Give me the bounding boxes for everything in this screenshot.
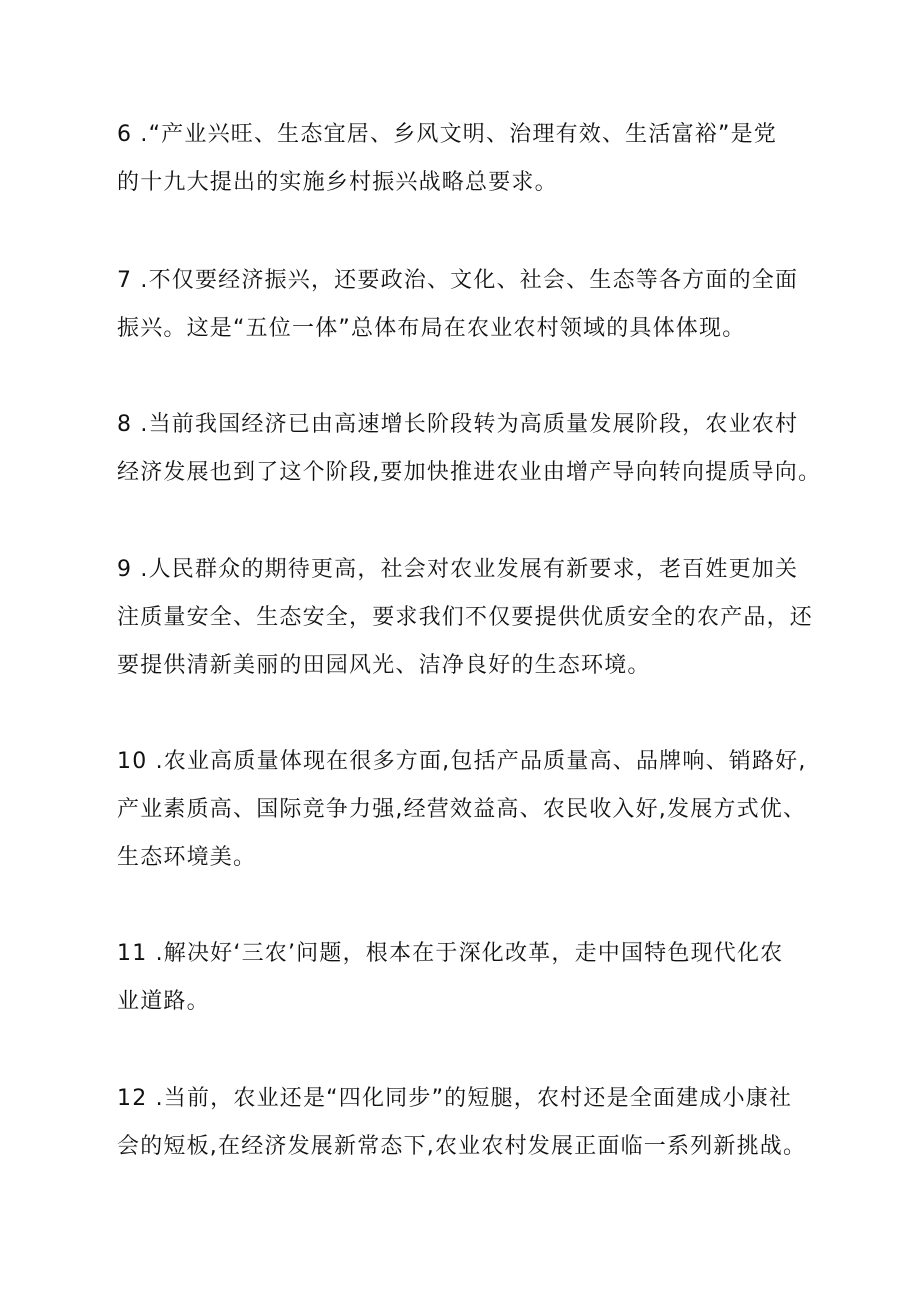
paragraph-6 <box>117 111 817 207</box>
paragraph-line: 12 .当前，农业还是“四化同步”的短腿，农村还是全面建成小康社 <box>117 1086 793 1111</box>
paragraph-line: 11 .解决好‘三农’问题，根本在于深化改革，走中国特色现代化农 <box>117 941 784 966</box>
paragraph-line: 会的短板,在经济发展新常态下,农业农村发展正面临一系列新挑战。 <box>117 1134 807 1159</box>
paragraph-line: 业道路。 <box>117 989 210 1014</box>
paragraph-line: 9 .人民群众的期待更高，社会对农业发展有新要求，老百姓更加关 <box>117 557 799 582</box>
paragraph-10 <box>117 738 817 882</box>
paragraph-line: 7 .不仅要经济振兴，还要政治、文化、社会、生态等各方面的全面 <box>117 268 799 293</box>
paragraph-11 <box>117 930 817 1026</box>
paragraph-7 <box>117 257 817 353</box>
paragraph-9 <box>117 546 817 690</box>
paragraph-line: 注质量安全、生态安全，要求我们不仅要提供优质安全的农产品，还 <box>117 605 814 630</box>
paragraph-line: 10 .农业高质量体现在很多方面,包括产品质量高、品牌响、销路好, <box>117 749 807 774</box>
paragraph-line: 经济发展也到了这个阶段,要加快推进农业由增产导向转向提质导向。 <box>117 460 822 485</box>
paragraph-line: 的十九大提出的实施乡村振兴战略总要求。 <box>117 170 558 195</box>
paragraph-line: 振兴。这是“五位一体”总体布局在农业农村领域的具体体现。 <box>117 316 746 341</box>
paragraph-line: 6 .“产业兴旺、生态宜居、乡风文明、治理有效、生活富裕”是党 <box>117 122 777 147</box>
paragraph-8 <box>117 401 822 497</box>
paragraph-line: 8 .当前我国经济已由高速增长阶段转为高质量发展阶段，农业农村 <box>117 412 799 437</box>
paragraph-line: 生态环境美。 <box>117 845 257 870</box>
paragraph-line: 要提供清新美丽的田园风光、洁净良好的生态环境。 <box>117 653 651 678</box>
paragraph-line: 产业素质高、国际竞争力强,经营效益高、农民收入好,发展方式优、 <box>117 797 807 822</box>
paragraph-12 <box>117 1075 817 1171</box>
